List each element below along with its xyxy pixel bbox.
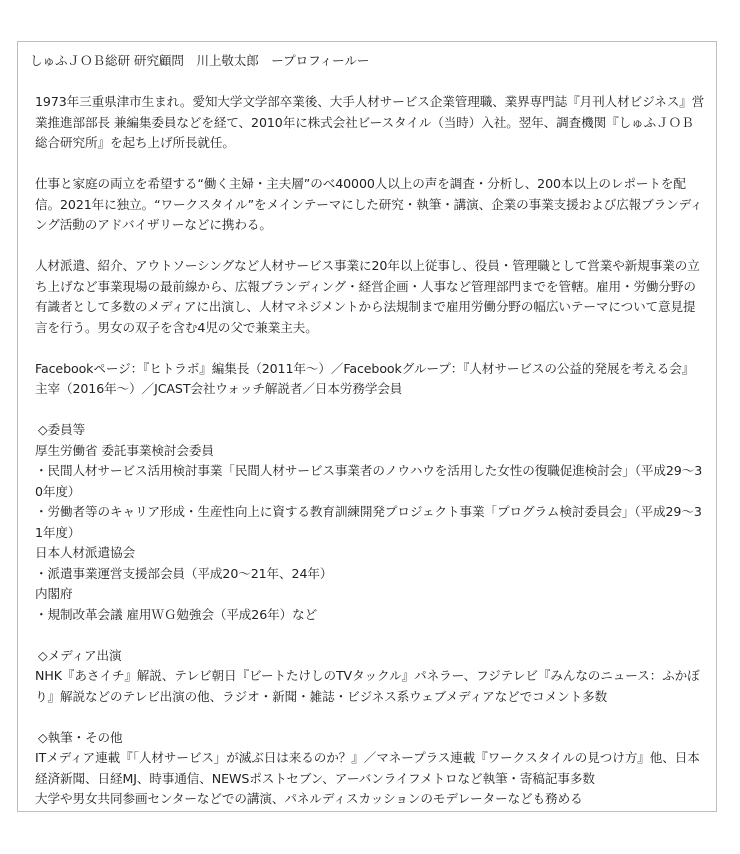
bio-paragraph-1: 1973年三重県津市生まれ。愛知大学文学部卒業後、大手人材サービス企業管理職、業界専門誌『月刊人材ビジネス』営業推進部部長 兼編集委員などを経て、2010年に株式会社ビースタイル（当時）入社。翌年、調査機関『しゅふＪＯＢ総合研究所』を起ち上げ所長就任。 (35, 94, 705, 150)
spacer (30, 338, 706, 359)
profile-title: しゅふＪＯＢ総研 研究顧問 川上敬太郎 ープロフィールー (30, 53, 370, 68)
bio-paragraph-2: 仕事と家庭の両立を希望する“働く主婦・主夫層”のべ40000人以上の声を調査・分析し、200本以上のレポートを配信。2021年に独立。“ワークスタイル”をメインテーマにした研究・執筆・講演、企業の事業支援および広報ブランディング活動のアドバイザリーなどに携わる。 (35, 176, 703, 232)
committee-line: 内閣府 (35, 586, 73, 601)
profile-box (17, 41, 717, 812)
committee-line: ・規制改革会議 雇用ＷＧ勉強会（平成26年）など (35, 606, 318, 622)
bio-paragraph-4: Facebookページ：『ヒトラボ』編集長（2011年～）／Facebookグループ：『人材サービスの公益的発展を考える会』主宰（2016年～）／JCAST会社ウォッチ解説者／日本労務学会員 (35, 360, 695, 396)
committee-line: 日本人材派遣協会 (35, 545, 135, 560)
committee-line: ・民間人材サービス活用検討事業「民間人材サービス事業者のノウハウを活用した女性の復職促進検討会」（平成29～30年度） (35, 463, 703, 499)
committee-line: ・労働者等のキャリア形成・生産性向上に資する教育訓練開発プロジェクト事業「プログラム検討委員会」（平成29～31年度） (35, 504, 702, 540)
writing-line: 大学や男女共同参画センターなどでの講演、パネルディスカッションのモデレーターなども務める (35, 791, 583, 806)
spacer (30, 236, 706, 257)
spacer (30, 707, 706, 728)
spacer (30, 154, 706, 175)
committee-line: ・派遣事業運営支援部会員（平成20～21年、24年） (35, 565, 333, 581)
media-heading: ◇メディア出演 (38, 647, 122, 663)
spacer (30, 625, 706, 646)
committee-line: 厚生労働省 委託事業検討会委員 (35, 442, 214, 458)
media-line: NHK『あさイチ』解説、テレビ朝日『ビートたけしのTVタックル』パネラー、フジテレビ『みんなのニュース：ふかぼり』解説などのテレビ出演の他、ラジオ・新聞・雑誌・ビジネス系ウェブメディアなどでコメント多数 (35, 668, 700, 704)
profile-content (30, 51, 706, 810)
writing-line: ITメディア連載『「人材サービス」が滅ぶ日は来るのか？』／マネープラス連載『ワークスタイルの見つけ方』他、日本経済新聞、日経MJ、時事通信、NEWSポストセブン、アーバンライフメトロなど執筆・寄稿記事多数 (35, 750, 700, 786)
committees-heading: ◇委員等 (38, 422, 86, 437)
bio-paragraph-3: 人材派遣、紹介、アウトソーシングなど人材サービス事業に20年以上従事し、役員・管理職として営業や新規事業の立ち上げなど事業現場の最前線から、広報ブランディング・経営企画・人事など管理部門までを管轄。雇用・労働分野の有識者として多数のメディアに出演し、人材マネジメントから法規制まで雇用労働分野の幅広いテーマについて意見提言を行う。男女の双子を含む4児の父で兼業主夫。 (35, 258, 700, 335)
spacer (30, 400, 706, 421)
writing-heading: ◇執筆・その他 (38, 729, 123, 745)
